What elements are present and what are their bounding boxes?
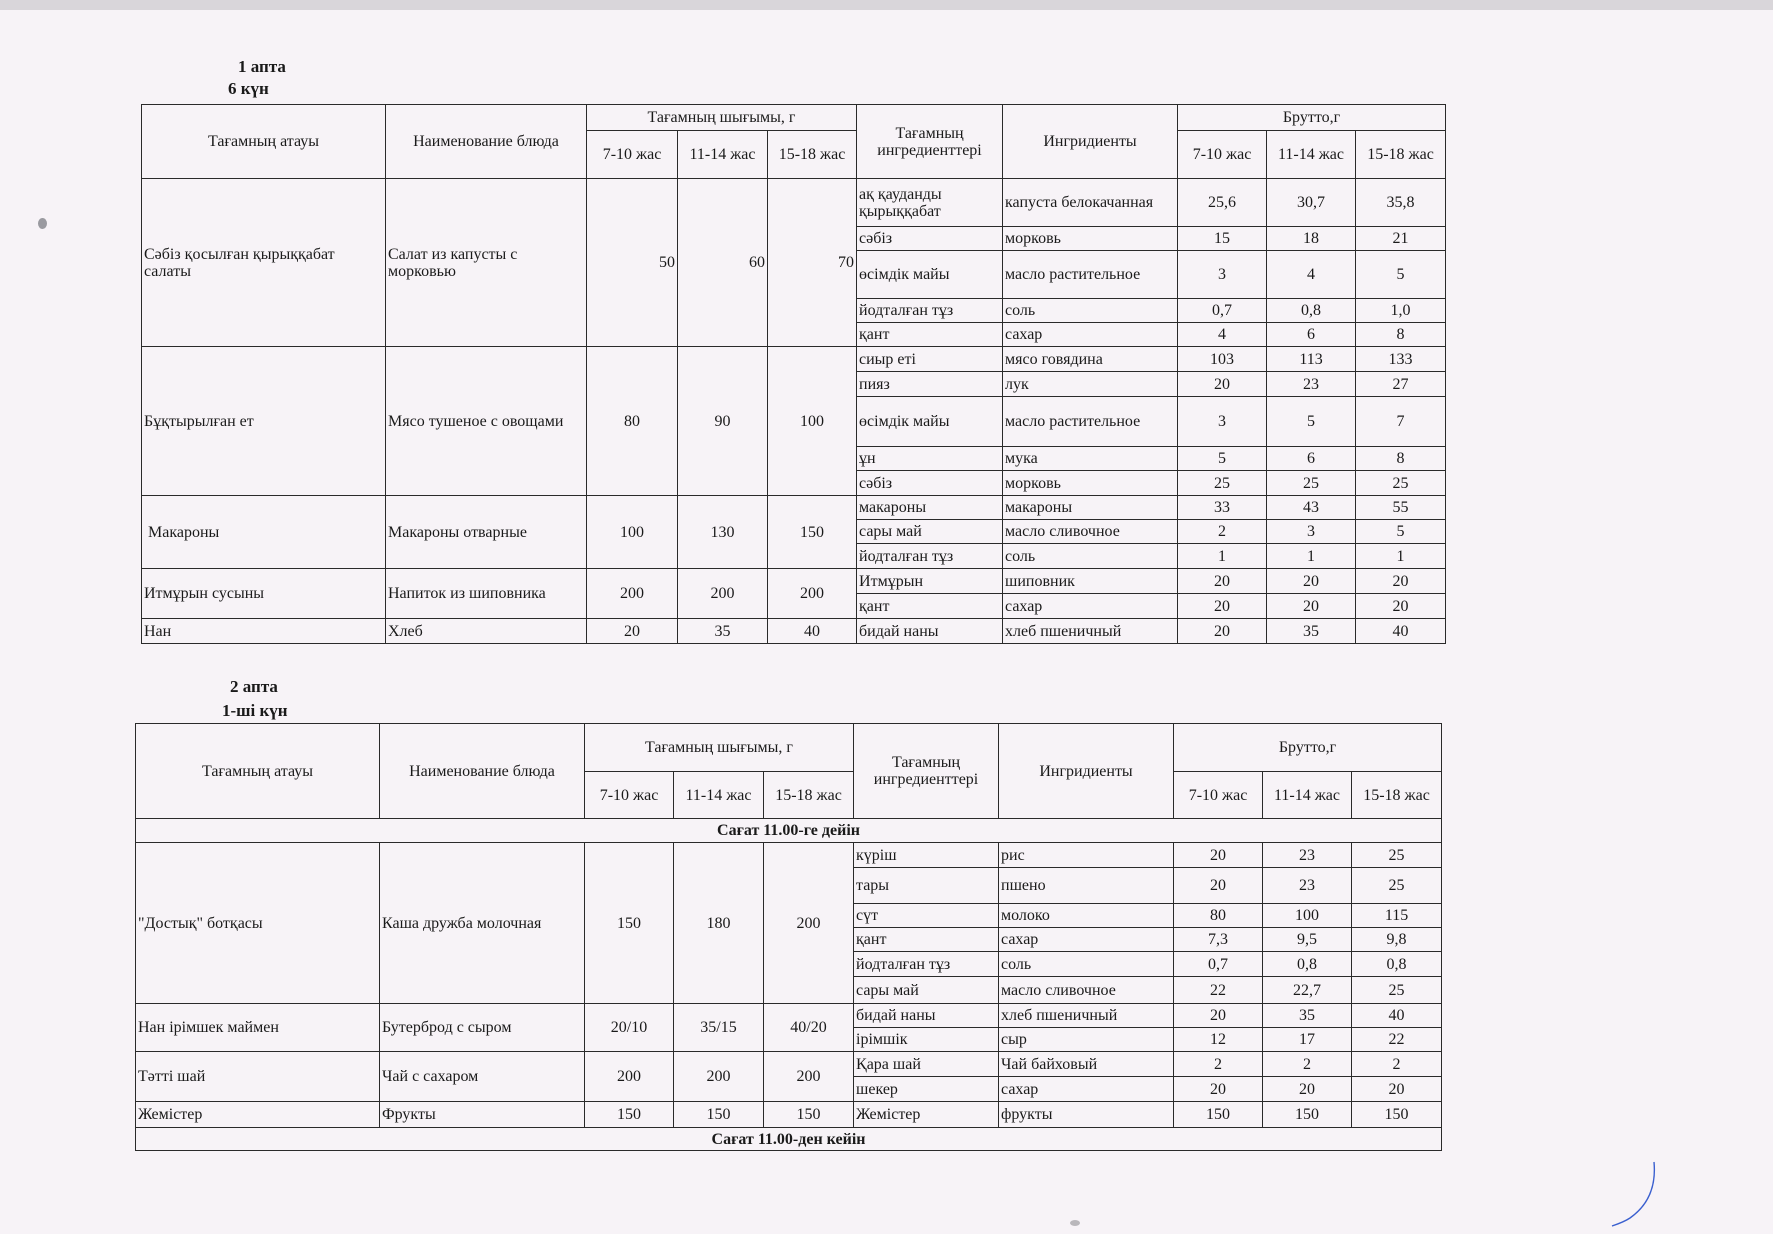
ingredient-ru: мука (1003, 447, 1178, 471)
dish-name-ru: Бутерброд с сыром (380, 1004, 585, 1052)
brutto-value: 20 (1267, 594, 1356, 619)
brutto-value: 20 (1267, 569, 1356, 594)
dish-name-ru: Хлеб (386, 619, 587, 644)
dish-output: 150 (768, 496, 857, 569)
header-dish-name-ru: Наименование блюда (386, 105, 587, 179)
dish-output: 100 (587, 496, 678, 569)
header-ingredients-kz: Тағамның ингредиенттері (854, 724, 999, 819)
dish-name-ru: Фрукты (380, 1102, 585, 1128)
brutto-value: 20 (1356, 569, 1446, 594)
brutto-value: 100 (1263, 904, 1352, 928)
ingredient-kz: өсімдік майы (857, 397, 1003, 447)
dish-output: 70 (768, 179, 857, 347)
brutto-value: 150 (1174, 1102, 1263, 1128)
table-row (142, 569, 1446, 594)
dish-output: 150 (585, 1102, 674, 1128)
dish-output: 180 (674, 843, 764, 1004)
dish-name-kz: Итмұрын сусыны (142, 569, 386, 619)
brutto-value: 2 (1352, 1052, 1442, 1077)
brutto-value: 0,7 (1178, 299, 1267, 323)
brutto-value: 25 (1267, 471, 1356, 496)
dish-name-kz: Бұқтырылған ет (142, 347, 386, 496)
ingredient-kz: сәбіз (857, 471, 1003, 496)
brutto-value: 1 (1356, 544, 1446, 569)
header-dish-name-kz: Тағамның атауы (142, 105, 386, 179)
brutto-value: 40 (1352, 1004, 1442, 1028)
ingredient-ru: соль (1003, 544, 1178, 569)
brutto-value: 22,7 (1263, 977, 1352, 1004)
ingredient-ru: Чай байховый (999, 1052, 1174, 1077)
brutto-value: 3 (1267, 520, 1356, 544)
brutto-value: 23 (1267, 372, 1356, 397)
brutto-value: 115 (1352, 904, 1442, 928)
table-row (136, 1052, 1442, 1077)
ingredient-ru: морковь (1003, 227, 1178, 251)
table-row (142, 619, 1446, 644)
week2-day-label: 1-ші күн (222, 701, 288, 720)
brutto-value: 5 (1356, 251, 1446, 299)
dish-name-ru: Макароны отварные (386, 496, 587, 569)
header-output: Тағамның шығымы, г (587, 105, 857, 131)
dish-output: 200 (674, 1052, 764, 1102)
header-brutto: Брутто,г (1174, 724, 1442, 772)
brutto-value: 2 (1263, 1052, 1352, 1077)
brutto-value: 0,8 (1352, 952, 1442, 977)
brutto-value: 25 (1352, 868, 1442, 904)
dish-output: 200 (587, 569, 678, 619)
header-ingredients-ru: Ингридиенты (999, 724, 1174, 819)
brutto-value: 40 (1356, 619, 1446, 644)
brutto-value: 1,0 (1356, 299, 1446, 323)
ingredient-kz: пияз (857, 372, 1003, 397)
brutto-value: 25 (1352, 977, 1442, 1004)
brutto-value: 35 (1267, 619, 1356, 644)
brutto-value: 12 (1174, 1028, 1263, 1052)
header-age: 7-10 жас (1174, 772, 1263, 819)
brutto-value: 20 (1263, 1077, 1352, 1102)
dish-output: 200 (585, 1052, 674, 1102)
brutto-value: 23 (1263, 868, 1352, 904)
dish-output: 40 (768, 619, 857, 644)
header-age: 11-14 жас (1263, 772, 1352, 819)
header-age: 15-18 жас (1352, 772, 1442, 819)
week1-menu-table (141, 104, 1446, 644)
ingredient-kz: ақ қауданды қырыққабат (857, 179, 1003, 227)
brutto-value: 20 (1174, 1004, 1263, 1028)
brutto-value: 103 (1178, 347, 1267, 372)
brutto-value: 8 (1356, 323, 1446, 347)
brutto-value: 80 (1174, 904, 1263, 928)
brutto-value: 20 (1178, 372, 1267, 397)
ingredient-kz: йодталған тұз (857, 299, 1003, 323)
brutto-value: 150 (1263, 1102, 1352, 1128)
ingredient-ru: масло растительное (1003, 397, 1178, 447)
brutto-value: 30,7 (1267, 179, 1356, 227)
ingredient-kz: қант (857, 594, 1003, 619)
table-row (142, 179, 1446, 227)
dish-name-ru: Напиток из шиповника (386, 569, 587, 619)
brutto-value: 20 (1174, 868, 1263, 904)
brutto-value: 4 (1178, 323, 1267, 347)
header-brutto: Брутто,г (1178, 105, 1446, 131)
brutto-value: 8 (1356, 447, 1446, 471)
brutto-value: 20 (1174, 1077, 1263, 1102)
ingredient-kz: бидай наны (857, 619, 1003, 644)
ingredient-kz: Итмұрын (857, 569, 1003, 594)
brutto-value: 35 (1263, 1004, 1352, 1028)
brutto-value: 0,8 (1267, 299, 1356, 323)
ingredient-ru: шиповник (1003, 569, 1178, 594)
brutto-value: 25,6 (1178, 179, 1267, 227)
dish-output: 35/15 (674, 1004, 764, 1052)
table-row (142, 347, 1446, 372)
brutto-value: 27 (1356, 372, 1446, 397)
table-row (136, 843, 1442, 868)
header-ingredients-ru: Ингридиенты (1003, 105, 1178, 179)
scan-top-edge (0, 0, 1773, 10)
dish-name-kz: Макароны (142, 496, 386, 569)
brutto-value: 2 (1178, 520, 1267, 544)
dish-output: 50 (587, 179, 678, 347)
ingredient-ru: сахар (1003, 323, 1178, 347)
dish-name-kz: Сәбіз қосылған қырыққабат салаты (142, 179, 386, 347)
brutto-value: 113 (1267, 347, 1356, 372)
dish-output: 150 (764, 1102, 854, 1128)
dish-name-kz: "Достық" ботқасы (136, 843, 380, 1004)
ingredient-ru: масло сливочное (999, 977, 1174, 1004)
brutto-value: 18 (1267, 227, 1356, 251)
ingredient-kz: сиыр еті (857, 347, 1003, 372)
ingredient-kz: қант (857, 323, 1003, 347)
dish-output: 80 (587, 347, 678, 496)
pen-mark-icon (1610, 1160, 1660, 1230)
dish-output: 200 (768, 569, 857, 619)
ingredient-kz: Қара шай (854, 1052, 999, 1077)
header-output: Тағамның шығымы, г (585, 724, 854, 772)
dish-name-kz: Нан ірімшек маймен (136, 1004, 380, 1052)
dish-output: 150 (674, 1102, 764, 1128)
ingredient-ru: рис (999, 843, 1174, 868)
brutto-value: 0,8 (1263, 952, 1352, 977)
header-age: 11-14 жас (678, 131, 768, 179)
ingredient-ru: лук (1003, 372, 1178, 397)
ingredient-kz: йодталған тұз (854, 952, 999, 977)
ingredient-ru: соль (999, 952, 1174, 977)
brutto-value: 25 (1178, 471, 1267, 496)
section-before-11: Сағат 11.00-ге дейін (136, 819, 1442, 843)
brutto-value: 23 (1263, 843, 1352, 868)
header-age: 7-10 жас (587, 131, 678, 179)
ingredient-ru: сахар (1003, 594, 1178, 619)
ingredient-ru: сахар (999, 1077, 1174, 1102)
brutto-value: 17 (1263, 1028, 1352, 1052)
brutto-value: 43 (1267, 496, 1356, 520)
week2-week-label: 2 апта (230, 677, 278, 696)
dish-output: 130 (678, 496, 768, 569)
brutto-value: 5 (1356, 520, 1446, 544)
ingredient-kz: ұн (857, 447, 1003, 471)
ingredient-ru: морковь (1003, 471, 1178, 496)
header-age: 15-18 жас (768, 131, 857, 179)
brutto-value: 9,5 (1263, 928, 1352, 952)
ingredient-ru: пшено (999, 868, 1174, 904)
ingredient-kz: ірімшік (854, 1028, 999, 1052)
ingredient-ru: хлеб пшеничный (999, 1004, 1174, 1028)
dish-output: 200 (764, 1052, 854, 1102)
brutto-value: 5 (1267, 397, 1356, 447)
brutto-value: 133 (1356, 347, 1446, 372)
header-age: 15-18 жас (1356, 131, 1446, 179)
brutto-value: 6 (1267, 447, 1356, 471)
ingredient-kz: йодталған тұз (857, 544, 1003, 569)
ingredient-kz: күріш (854, 843, 999, 868)
dish-name-ru: Мясо тушеное с овощами (386, 347, 587, 496)
ingredient-kz: сары май (857, 520, 1003, 544)
dish-output: 200 (764, 843, 854, 1004)
header-age: 7-10 жас (1178, 131, 1267, 179)
brutto-value: 33 (1178, 496, 1267, 520)
dish-output: 40/20 (764, 1004, 854, 1052)
ingredient-kz: бидай наны (854, 1004, 999, 1028)
ingredient-ru: макароны (1003, 496, 1178, 520)
ingredient-kz: Жемістер (854, 1102, 999, 1128)
brutto-value: 0,7 (1174, 952, 1263, 977)
brutto-value: 22 (1174, 977, 1263, 1004)
brutto-value: 20 (1178, 569, 1267, 594)
scan-speck (1070, 1220, 1080, 1226)
brutto-value: 35,8 (1356, 179, 1446, 227)
ingredient-kz: макароны (857, 496, 1003, 520)
dish-output: 20 (587, 619, 678, 644)
dish-name-kz: Тәтті шай (136, 1052, 380, 1102)
ingredient-ru: мясо говядина (1003, 347, 1178, 372)
header-ingredients-kz: Тағамның ингредиенттері (857, 105, 1003, 179)
brutto-value: 3 (1178, 397, 1267, 447)
ingredient-ru: хлеб пшеничный (1003, 619, 1178, 644)
table-row (136, 1102, 1442, 1128)
ingredient-kz: шекер (854, 1077, 999, 1102)
header-age: 7-10 жас (585, 772, 674, 819)
week2-menu-table (135, 723, 1442, 1151)
dish-output: 35 (678, 619, 768, 644)
header-age: 15-18 жас (764, 772, 854, 819)
week1-week-label: 1 апта (238, 57, 286, 76)
table-row (136, 1004, 1442, 1028)
week1-day-label: 6 күн (228, 79, 269, 98)
dish-name-ru: Каша дружба молочная (380, 843, 585, 1004)
brutto-value: 21 (1356, 227, 1446, 251)
ingredient-kz: сары май (854, 977, 999, 1004)
dish-output: 100 (768, 347, 857, 496)
ingredient-kz: сәбіз (857, 227, 1003, 251)
brutto-value: 22 (1352, 1028, 1442, 1052)
brutto-value: 150 (1352, 1102, 1442, 1128)
brutto-value: 20 (1178, 619, 1267, 644)
brutto-value: 7 (1356, 397, 1446, 447)
dish-name-kz: Нан (142, 619, 386, 644)
brutto-value: 6 (1267, 323, 1356, 347)
ingredient-ru: масло сливочное (1003, 520, 1178, 544)
dish-name-ru: Чай с сахаром (380, 1052, 585, 1102)
dish-output: 90 (678, 347, 768, 496)
table-row (142, 496, 1446, 520)
brutto-value: 9,8 (1352, 928, 1442, 952)
dish-name-kz: Жемістер (136, 1102, 380, 1128)
header-dish-name-ru: Наименование блюда (380, 724, 585, 819)
ingredient-ru: капуста белокачанная (1003, 179, 1178, 227)
ingredient-ru: молоко (999, 904, 1174, 928)
header-age: 11-14 жас (674, 772, 764, 819)
ingredient-kz: қант (854, 928, 999, 952)
brutto-value: 20 (1178, 594, 1267, 619)
brutto-value: 15 (1178, 227, 1267, 251)
brutto-value: 4 (1267, 251, 1356, 299)
brutto-value: 1 (1178, 544, 1267, 569)
brutto-value: 20 (1352, 1077, 1442, 1102)
ingredient-ru: сахар (999, 928, 1174, 952)
dish-output: 20/10 (585, 1004, 674, 1052)
ingredient-kz: тары (854, 868, 999, 904)
brutto-value: 3 (1178, 251, 1267, 299)
ingredient-ru: фрукты (999, 1102, 1174, 1128)
dish-output: 60 (678, 179, 768, 347)
scan-speck (38, 218, 47, 229)
brutto-value: 20 (1174, 843, 1263, 868)
brutto-value: 25 (1356, 471, 1446, 496)
dish-name-ru: Салат из капусты с морковью (386, 179, 587, 347)
brutto-value: 1 (1267, 544, 1356, 569)
brutto-value: 7,3 (1174, 928, 1263, 952)
header-age: 11-14 жас (1267, 131, 1356, 179)
brutto-value: 25 (1352, 843, 1442, 868)
brutto-value: 5 (1178, 447, 1267, 471)
section-after-11: Сағат 11.00-ден кейін (136, 1128, 1442, 1151)
ingredient-ru: соль (1003, 299, 1178, 323)
dish-output: 150 (585, 843, 674, 1004)
ingredient-kz: өсімдік майы (857, 251, 1003, 299)
ingredient-ru: сыр (999, 1028, 1174, 1052)
brutto-value: 55 (1356, 496, 1446, 520)
ingredient-kz: сүт (854, 904, 999, 928)
header-dish-name-kz: Тағамның атауы (136, 724, 380, 819)
brutto-value: 2 (1174, 1052, 1263, 1077)
dish-output: 200 (678, 569, 768, 619)
ingredient-ru: масло растительное (1003, 251, 1178, 299)
brutto-value: 20 (1356, 594, 1446, 619)
